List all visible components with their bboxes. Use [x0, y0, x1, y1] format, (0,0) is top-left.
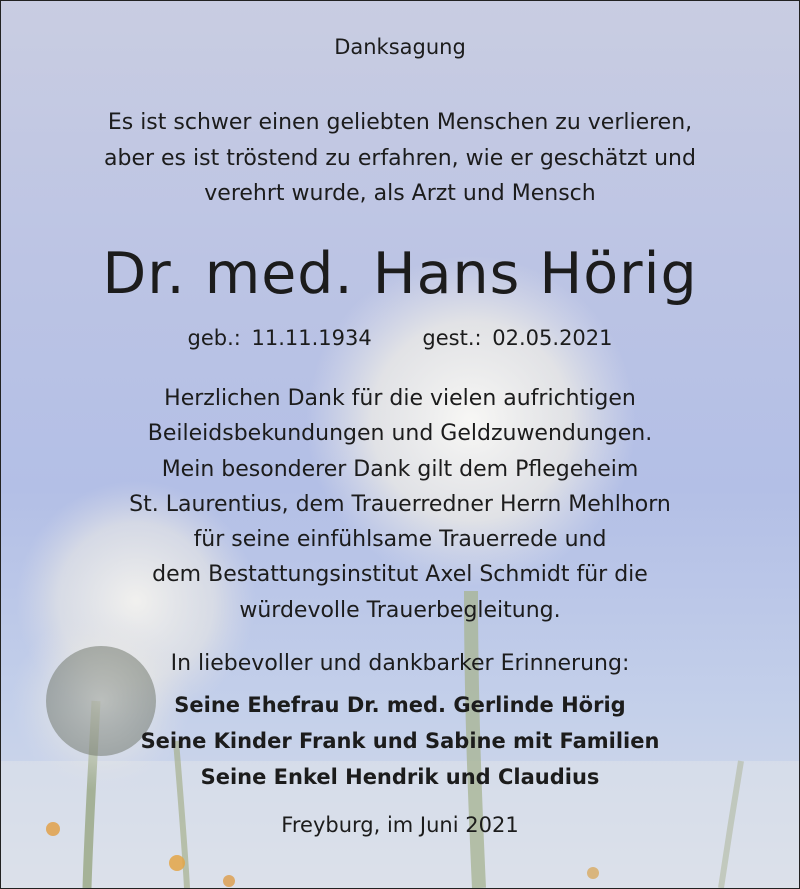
mourner-line: Seine Enkel Hendrik und Claudius: [200, 765, 600, 789]
thanks-line: für seine einfühlsame Trauerrede und: [193, 527, 607, 553]
mourner-line: Seine Kinder Frank und Sabine mit Familien: [140, 729, 660, 753]
thanks-line: St. Laurentius, dem Trauerredner Herrn Mehlhorn: [129, 491, 671, 517]
thanks-line: Herzlichen Dank für die vielen aufrichtigen: [164, 386, 636, 411]
death-date: gest.: 02.05.2021: [422, 326, 613, 350]
life-dates: [1, 326, 799, 350]
thanks-line: dem Bestattungsinstitut Axel Schmidt für die: [152, 562, 648, 588]
intro-line: verehrt wurde, als Arzt und Mensch: [204, 181, 596, 206]
thanks-text: [1, 381, 799, 628]
intro-line: Es ist schwer einen geliebten Menschen zu verlieren,: [107, 110, 693, 135]
mourners-list: [1, 687, 799, 795]
mourner-line: Seine Ehefrau Dr. med. Gerlinde Hörig: [174, 693, 626, 717]
remembrance-line: In liebevoller und dankbarker Erinnerung:: [170, 651, 630, 676]
deceased-name: Dr. med. Hans Hörig: [102, 241, 698, 307]
birth-date: geb.: 11.11.1934: [187, 326, 372, 350]
notice-title: Danksagung: [334, 35, 466, 59]
place-date: Freyburg, im Juni 2021: [281, 813, 519, 837]
thanks-line: Beileidsbekundungen und Geldzuwendungen.: [147, 421, 653, 447]
thanks-line: würdevolle Trauerbegleitung.: [239, 597, 561, 623]
intro-line: aber es ist tröstend zu erfahren, wie er geschätzt und: [104, 145, 696, 171]
thanks-line: Mein besonderer Dank gilt dem Pflegeheim: [161, 456, 639, 482]
intro-text: [1, 105, 799, 212]
